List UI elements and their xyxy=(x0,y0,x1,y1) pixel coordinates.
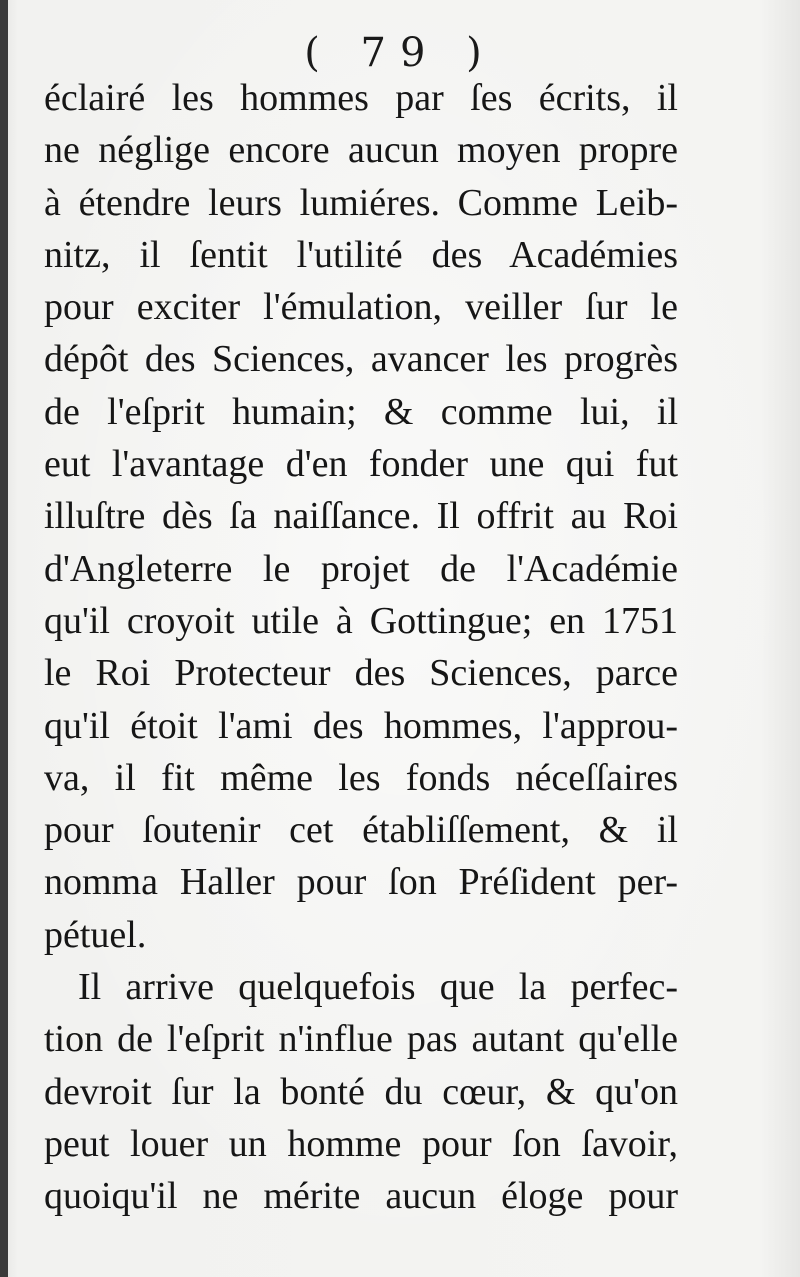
text-line: dépôt des Sciences, avancer les progrès xyxy=(44,338,678,381)
text-line: pour exciter l'émulation, veiller ſur le xyxy=(44,286,678,329)
text-line: d'Angleterre le projet de l'Académie xyxy=(44,547,678,590)
text-line: devroit ſur la bonté du cœur, & qu'on xyxy=(44,1070,678,1113)
text-line: le Roi Protecteur des Sciences, parce xyxy=(44,652,678,695)
text-line: pour ſoutenir cet établiſſement, & il xyxy=(44,809,678,852)
text-line: qu'il étoit l'ami des hommes, l'approu- xyxy=(44,704,678,747)
text-line: peut louer un homme pour ſon ſavoir, xyxy=(44,1122,678,1165)
page-number: ( 79 ) xyxy=(304,30,496,76)
text-line: à étendre leurs lumiéres. Comme Leib- xyxy=(44,181,678,224)
text-line: de l'eſprit humain; & comme lui, il xyxy=(44,390,678,433)
text-line: nomma Haller pour ſon Préſident per- xyxy=(44,861,678,904)
text-line: éclairé les hommes par ſes écrits, il xyxy=(44,77,678,119)
paragraph-end-line: pétuel. xyxy=(44,913,147,956)
text-line: quoiqu'il ne mérite aucun éloge pour xyxy=(44,1175,678,1218)
text-line: nitz, il ſentit l'utilité des Académies xyxy=(44,233,678,276)
body-text xyxy=(44,72,678,1223)
text-line: eut l'avantage d'en fonder une qui fut xyxy=(44,443,678,486)
paragraph-start-line: Il arrive quelquefois que la perfec- xyxy=(78,966,678,1009)
page-binding-edge xyxy=(0,0,8,1277)
text-line: va, il fit même les fonds néceſſaires xyxy=(44,756,678,799)
text-line: tion de l'eſprit n'influe pas autant qu'elle xyxy=(44,1018,678,1061)
text-line: ne néglige encore aucun moyen propre xyxy=(44,129,678,172)
text-line: illuſtre dès ſa naiſſance. Il offrit au Roi xyxy=(44,495,678,538)
text-line: qu'il croyoit utile à Gottingue; en 1751 xyxy=(44,599,678,642)
